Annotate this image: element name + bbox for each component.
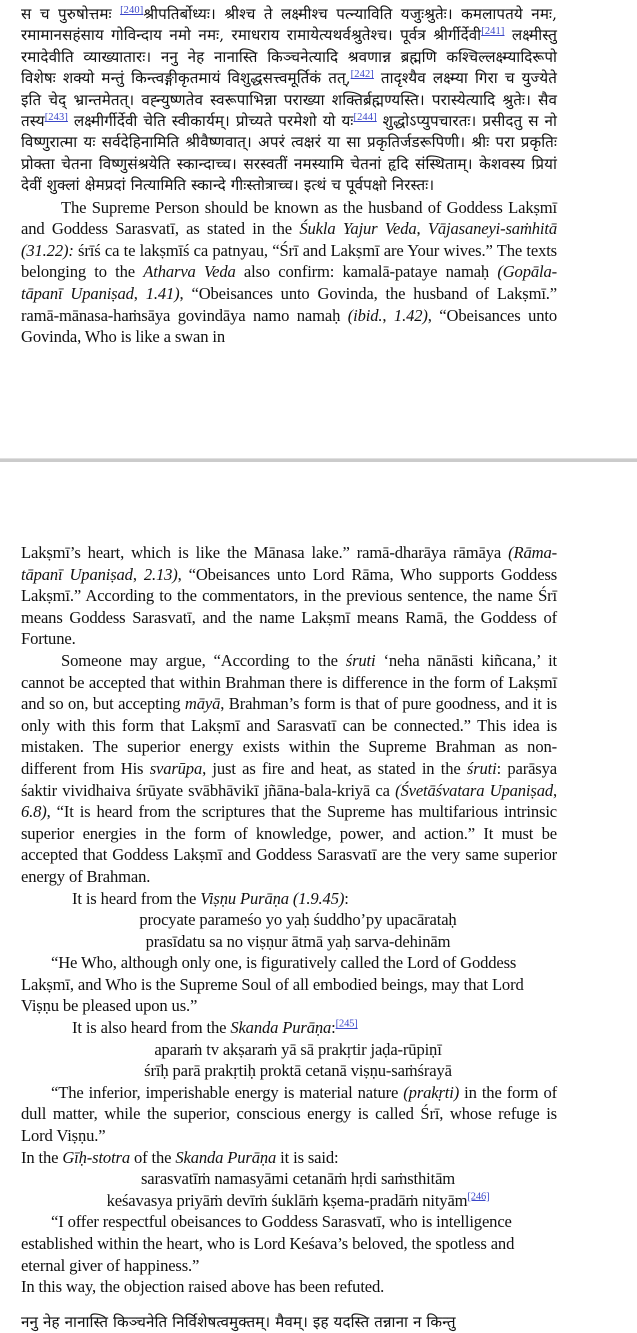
italic-citation: (Śvetāśvatara Upaniṣad xyxy=(395,780,553,800)
text-run: The Supreme Person should be known as the husband of Goddess Lakṣmī and Goddess Sarasvatī, as stated in the xyxy=(21,197,557,239)
footnote-link-242[interactable]: [242] xyxy=(350,69,374,81)
verse-line: keśavasya priyāṁ devīṁ śuklāṁ kṣema-pradāṁ nityām[246] xyxy=(106,1190,490,1210)
english-paragraph-objection xyxy=(21,650,557,888)
footnote-link-241[interactable]: [241] xyxy=(481,26,505,38)
italic-citation: śruti xyxy=(345,650,376,670)
italic-citation: 2.13) xyxy=(143,564,178,584)
text-run: , “Obeisances unto Govinda, the husband of Lakṣmī.” ramā-mānasa-haṁsāya govindāya namo namaḥ xyxy=(21,284,558,325)
italic-citation: Gīḥ-stotra xyxy=(62,1147,130,1167)
gih-stotra-intro xyxy=(21,1147,557,1169)
text-run: शुद्धोऽप्युपचारतः। प्रसीदतु स नो विष्णुरात्मा यः सर्वदेहिनामिति श्रीवैष्णवात्। अपरं त्वक्षरं या सा प्रकृतिर्जडरूपिणी। श्रीः परा प्रकृतिः प्रोक्ता चेतना विष्णुसंश्रयेति स्कान्दाच्च। सरस्वतीं नमस्यामि चेतनां हृदि संस्थिताम्। केशवस्य प्रियां देवीं शुक्लां क्षेमप्रदां नित्यामिति स्कान्दे गीःस्तोत्राच्च। इत्थं च पूर्वपक्षो निरस्तः। xyxy=(21,112,557,195)
text-run: “The inferior, imperishable energy is material nature xyxy=(51,1082,404,1102)
italic-citation: Vājasaneyi-saṁhitā (31.22): xyxy=(21,219,558,260)
italic-citation: Śukla Yajur Veda xyxy=(299,219,417,239)
footnote-link-246[interactable]: [246] xyxy=(467,1191,490,1203)
text-run: , xyxy=(132,564,144,584)
page-divider xyxy=(0,458,637,462)
text-run: : xyxy=(331,1018,336,1038)
text-run: लक्ष्मीर्गीर्देवी चेति स्वीकार्यम्। प्रोच्यते परमेशो यो यः xyxy=(67,112,354,131)
sanskrit-next: ननु नेह नानास्ति किञ्चनेति निर्विशेषत्वमुक्तम्। मैवम्। इह यदस्ति तन्नाना न किन्तु xyxy=(21,1312,456,1331)
text-run: , Brahman’s form is that of pure goodness, and it is only with this form that Lakṣmī and Sarasvatī can be connected.” This idea is mistaken. The superior energy exists within the Supreme Brahman as non-different from His xyxy=(21,694,557,778)
english-paragraph-husband xyxy=(21,197,557,348)
text-run: It is also heard from the xyxy=(72,1018,231,1038)
text-run: It is heard from the xyxy=(72,888,201,908)
verse-line: sarasvatīṁ namasyāmi cetanāṁ hṛdi saṁsthitām xyxy=(140,1169,456,1189)
verse-line: śrīḥ parā prakṛtiḥ proktā cetanā viṣṇu-saṁśrayā xyxy=(144,1061,452,1081)
text-run: तादृश्यैव लक्ष्म्या गिरा च युज्येते इति चेद् भ्रान्तमेतत्। वह्न्युष्णतेव स्वरूपाभिन्ना पराख्या शक्तिर्ब्रह्मण्यस्ति। परास्येत्यादि श्रुतेः। सैव तस्य xyxy=(21,69,557,131)
italic-citation: (Rāma-tāpanī Upaniṣad xyxy=(21,543,557,584)
italic-citation: Skanda Purāṇa xyxy=(175,1147,277,1167)
text-run: : parāsya śaktir vividhaiva śrūyate svābhāvikī jñāna-bala-kriyā ca xyxy=(21,758,557,800)
footnote-link-244[interactable]: [244] xyxy=(353,111,377,123)
text-run: of the xyxy=(130,1147,176,1167)
text-run: : xyxy=(344,888,349,908)
text-run: Lakṣmī’s heart, which is like the Mānasa lake.” ramā-dharāya rāmāya xyxy=(21,543,509,562)
text-run: , “It is heard from the scriptures that the Supreme has multifarious intrinsic superior energies in the form of knowledge, power, and action.” It must be accepted that Goddess Lakṣmī and Goddess Sarasvatī are the very same superior energy of Brahman. xyxy=(21,802,557,886)
text-run: also confirm: kamalā-pataye namaḥ xyxy=(235,262,498,282)
text-run: , “Obeisances unto Govinda, Who is like a swan in xyxy=(21,305,557,347)
italic-citation: Skanda Purāṇa xyxy=(230,1018,332,1038)
conclusion: In this way, the objection raised above has been refuted. xyxy=(21,1277,385,1297)
text-run: in the form of dull matter, while the superior, conscious energy is called Śrī, whose refuge is Lord Viṣṇu.” xyxy=(21,1082,557,1146)
text-run: , xyxy=(382,305,394,325)
footnote-link-245[interactable]: [245] xyxy=(335,1018,358,1030)
footnote-link-240[interactable]: [240] xyxy=(120,4,144,16)
page-top xyxy=(21,4,557,348)
text-run: , just as fire and heat, as stated in the xyxy=(202,758,467,778)
verse-line: aparaṁ tv akṣaraṁ yā sā prakṛtir jaḍa-rūpiṇī xyxy=(154,1039,442,1059)
verse-translation: “He Who, although only one, is figuratively called the Lord of Goddess Lakṣmī, and Who is the Supreme Soul of all embodied beings, may that Lord Viṣṇu be pleased upon us.” xyxy=(21,953,524,1016)
italic-citation: (Gopāla-tāpanī Upaniṣad xyxy=(21,262,557,304)
vishnu-purana-intro xyxy=(21,888,557,910)
italic-citation: 1.42) xyxy=(393,305,428,325)
skanda-purana-intro xyxy=(21,1017,557,1039)
italic-citation: Viṣṇu Purāṇa (1.9.45) xyxy=(200,888,345,908)
italic-citation: 6.8) xyxy=(21,802,47,822)
verse-translation xyxy=(21,1082,557,1147)
page-bottom xyxy=(21,542,557,1333)
italic-citation: Atharva Veda xyxy=(143,262,236,282)
italic-citation: (prakṛti) xyxy=(403,1082,460,1102)
text-run: , “Obeisances unto Lord Rāma, Who supports Goddess Lakṣmī.” According to the commentators, in the previous sentence, the name Śrī means Goddess Sarasvatī, and the name Lakṣmī means Ramā, the Goddess of Fortune. xyxy=(21,564,558,649)
verse-line: procyate parameśo yo yaḥ śuddho’py upacārataḥ xyxy=(139,910,457,930)
text-run: In the xyxy=(21,1147,63,1167)
italic-citation: svarūpa xyxy=(149,758,203,778)
text-run: Someone may argue, “According to the xyxy=(61,650,346,670)
text-run: , xyxy=(552,780,557,800)
italic-citation: 1.41) xyxy=(145,284,180,304)
text-run: ‘neha nānāsti kiñcana,’ it cannot be accepted that within Brahman there is difference in the form of Lakṣmī and so on, but accepting xyxy=(21,650,558,714)
english-paragraph-continued xyxy=(21,542,557,650)
text-run: it is said: xyxy=(276,1147,339,1167)
italic-citation: (ibid. xyxy=(347,305,383,325)
text-run: लक्ष्मीस्तु रमादेवीति व्याख्यातारः। ननु नेह नानास्ति किञ्चनेत्यादि श्रवणान्न ब्रह्मणि कश्चिल्लक्ष्म्यादिरूपो विशेषः शक्यो मन्तुं किन्त्वङ्गीकृतमायं विशुद्धसत्त्वमूर्तिकं तत्, xyxy=(21,26,557,88)
text-run: श्रीपतिर्बोध्यः। श्रीश्च ते लक्ष्मीश्च पत्न्याविति यजुःश्रुतेः। कमलापतये नमः, रमामानसहंसाय गोविन्दाय नमो नमः, रमाधराय रामायेत्यथर्वश्रुतेश्च। पूर्वत्र श्रीर्गीर्देवी xyxy=(21,5,557,45)
verse-line: prasīdatu sa no viṣṇur ātmā yaḥ sarva-dehinām xyxy=(145,931,451,951)
text-run: स च पुरुषोत्तमः xyxy=(21,5,121,23)
sanskrit-commentary xyxy=(21,4,557,197)
italic-citation: śruti xyxy=(466,758,497,778)
italic-citation: māyā xyxy=(184,694,221,714)
footnote-link-243[interactable]: [243] xyxy=(44,111,68,123)
verse-translation: “I offer respectful obeisances to Goddess Sarasvatī, who is intelligence established within the heart, who is Lord Keśava’s beloved, the spotless and eternal giver of happiness.” xyxy=(21,1212,515,1275)
text-run: , xyxy=(133,284,146,304)
text-run: , xyxy=(416,219,428,239)
text-run: śrīś ca te lakṣmīś ca patnyau, “Śrī and Lakṣmī are Your wives.” The texts belonging to the xyxy=(21,240,557,282)
